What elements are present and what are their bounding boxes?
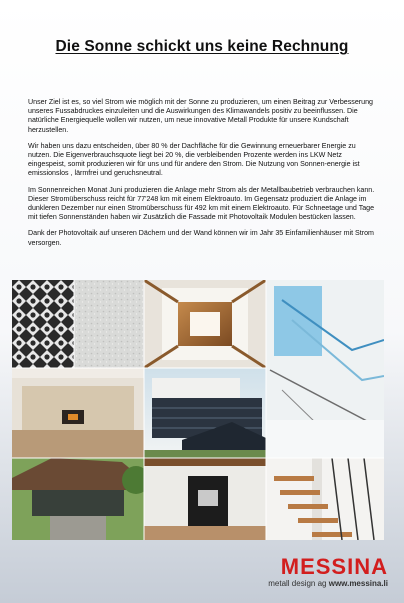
photo-stucco-wall	[74, 280, 144, 368]
paragraph-goal: Unser Ziel ist es, so viel Strom wie möglich mit der Sonne zu produzieren, um einen Beitrag zur Verbesserung unseres Fussabdruckes einzuleiten und die Auswirkungen des Klimawandels positiv zu beeinflussen. Die natürliche Energiequelle wollen wir nutzen, um neue innovative Metall Produkte für unsere Kundschaft herzustellen.	[28, 98, 373, 134]
photo-glass-staircase	[266, 280, 384, 458]
body-text	[28, 98, 378, 255]
photo-garden-pavilion	[12, 458, 150, 540]
company-tagline	[268, 579, 388, 588]
photo-wooden-staircase	[266, 458, 384, 540]
photo-gallery	[12, 280, 384, 540]
photo-solar-building	[144, 368, 266, 458]
tagline-company: metall design ag	[268, 579, 329, 588]
page-title: Die Sonne schickt uns keine Rechnung	[55, 38, 349, 55]
photo-kitchen-interior	[12, 368, 144, 458]
photo-perforated-panel	[12, 280, 74, 368]
paragraph-roof: Wir haben uns dazu entscheiden, über 80 % der Dachfläche für die Gewinnung erneuerbarer Energie zu nutzen. Die Eigenverbrauchsquote liegt bei 20 %, die verbleibenden Prozente werden ins LKW Netz eingespeist, somit produzieren wir für uns und für andere den Strom. Die Nutzung von Sonnen-energie ist emissionslos , lärmfrei und geruchsneutral.	[28, 141, 360, 178]
brand-name: MESSINA	[280, 554, 388, 579]
paragraph-june: Im Sonnenreichen Monat Juni produzieren die Anlage mehr Strom als der Metallbaubetrieb verbrauchen kann. Dieser Stromüberschuss reicht für 77'248 km mit einem Elektroauto. Im Gegensatz produziert die Anlage im dunkleren Dezember nur einen Stromüberschuss für 492 km mit einem Elektroauto. Für Schneetage und Tage mit tiefen Sonnenständen haben wir Zusätzlich die Fassade mit Photovoltaik Modulen bestücken lassen.	[28, 185, 375, 222]
photo-black-cabinet	[144, 458, 266, 540]
photo-stairwell-from-below	[144, 280, 266, 368]
website-link[interactable]: www.messina.li	[328, 579, 388, 588]
company-logo	[268, 556, 388, 588]
paragraph-houses: Dank der Photovoltaik auf unseren Dächern und der Wand können wir im Jahr 35 Einfamilienhäuser mit Strom versorgen.	[28, 229, 374, 247]
